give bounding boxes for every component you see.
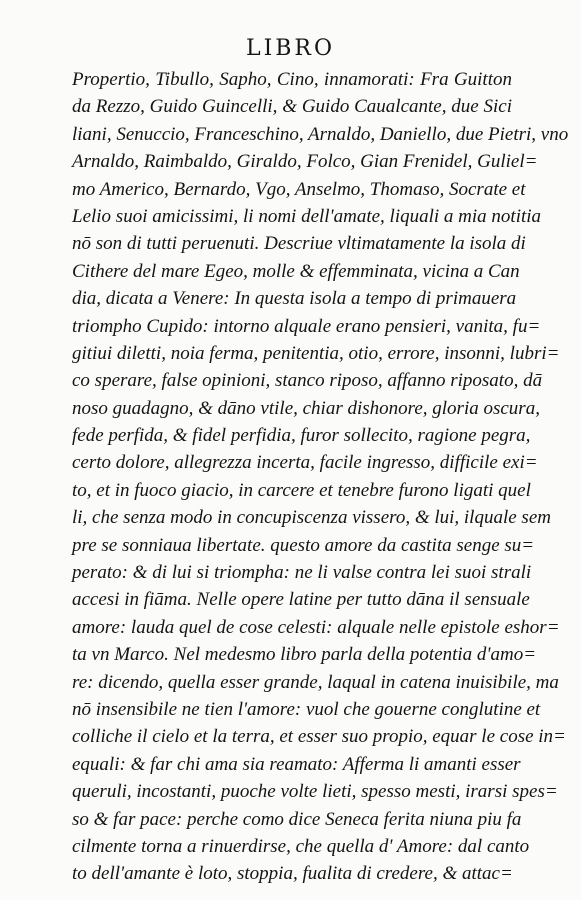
- text-line: colliche il cielo et la terra, et esser suo propio, equar le cose in=: [72, 726, 566, 748]
- text-line: to dell'amante è loto, stoppia, fualita di credere, & attac=: [72, 863, 513, 885]
- text-line: liani, Senuccio, Franceschino, Arnaldo, Daniello, due Pietri, vno: [72, 123, 569, 145]
- text-line: li, che senza modo in concupiscenza vissero, & lui, ilquale sem: [72, 507, 551, 529]
- text-line: ta vn Marco. Nel medesmo libro parla della potentia d'amo=: [72, 644, 537, 666]
- text-line: mo Americo, Bernardo, Vgo, Anselmo, Thomaso, Socrate et: [72, 178, 526, 200]
- text-line: perato: & di lui si triompha: ne li valse contra lei suoi strali: [72, 562, 532, 584]
- text-line: Cithere del mare Egeo, molle & effemminata, vicina a Can: [72, 260, 520, 282]
- text-line: Lelio suoi amicissimi, li nomi dell'amate, liquali a mia notitia: [72, 205, 542, 227]
- text-line: equali: & far chi ama sia reamato: Afferma li amanti esser: [72, 753, 521, 775]
- text-line: certo dolore, allegrezza incerta, facile ingresso, difficile exi=: [72, 452, 538, 474]
- text-line: co sperare, false opinioni, stanco riposo, affanno riposato, dā: [72, 370, 543, 392]
- text-line: re: dicendo, quella esser grande, laqual in catena inuisibile, ma: [72, 671, 559, 693]
- text-line: Propertio, Tibullo, Sapho, Cino, innamorati: Fra Guitton: [72, 69, 512, 90]
- text-line: gitiui diletti, noia ferma, penitentia, otio, errore, insonni, lubri=: [72, 342, 560, 364]
- text-line: amore: lauda quel de cose celesti: alquale nelle epistole eshor=: [72, 616, 560, 638]
- text-line: dia, dicata a Venere: In questa isola a tempo di primauera: [72, 288, 517, 310]
- text-block: [72, 66, 569, 888]
- text-line: pre se sonniaua libertate. questo amore da castita senge su=: [72, 534, 535, 556]
- text-line: queruli, incostanti, puoche volte lieti, spesso mesti, irarsi spes=: [72, 781, 558, 803]
- text-line: to, et in fuoco giacio, in carcere et tenebre furono ligati quel: [72, 479, 531, 501]
- text-line: Arnaldo, Raimbaldo, Giraldo, Folco, Gian Frenidel, Guliel=: [72, 151, 538, 173]
- text-line: nō son di tutti peruenuti. Descriue vltimatamente la isola di: [72, 233, 526, 255]
- text-line: accesi in fiāma. Nelle opere latine per tutto dāna il sensuale: [72, 589, 530, 611]
- text-line: cilmente torna a rinuerdirse, che quella d' Amore: dal canto: [72, 835, 530, 857]
- text-line: da Rezzo, Guido Guincelli, & Guido Caualcante, due Sici: [72, 96, 512, 118]
- running-head: LIBRO: [245, 36, 336, 61]
- text-line: triompho Cupido: intorno alquale erano pensieri, vanita, fu=: [72, 315, 541, 337]
- text-line: fede perfida, & fidel perfidia, furor sollecito, ragione pegra,: [72, 425, 531, 447]
- text-line: noso guadagno, & dāno vtile, chiar dishonore, gloria oscura,: [72, 397, 540, 419]
- text-line: nō insensibile ne tien l'amore: vuol che gouerne conglutine et: [72, 698, 541, 720]
- text-line: so & far pace: perche como dice Seneca ferita niuna piu fa: [72, 808, 522, 830]
